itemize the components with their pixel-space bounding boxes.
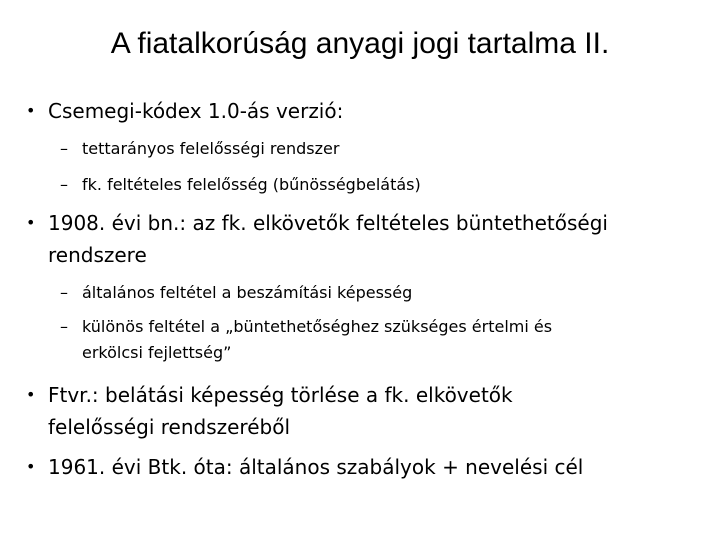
bullet-text-continuation: rendszere [48,243,147,267]
bullet-text: 1908. évi bn.: az fk. elkövetők feltételes büntethetőségi [48,211,608,235]
bullet-marker: • [26,385,36,404]
sub-bullet-text: különös feltétel a „büntethetőséghez szükséges értelmi és [82,317,553,336]
bullet-text: 1961. évi Btk. óta: általános szabályok + nevelési cél [48,455,584,479]
bullet-text-continuation: felelősségi rendszeréből [48,415,291,439]
bullet-marker: • [26,457,36,476]
sub-bullet-text: általános feltétel a beszámítási képesség [82,283,413,302]
sub-bullet-text-continuation: erkölcsi fejlettség” [82,343,232,362]
bullet-marker: • [26,101,36,120]
dash-marker: – [60,317,68,336]
slide-title: A fiatalkorúság anyagi jogi tartalma II. [110,27,610,60]
dash-marker: – [60,283,68,302]
bullet-marker: • [26,213,36,232]
dash-marker: – [60,139,68,158]
sub-bullet-text: tettarányos felelősségi rendszer [82,139,340,158]
bullet-text: Csemegi-kódex 1.0-ás verzió: [48,99,344,123]
sub-bullet-text: fk. feltételes felelősség (bűnösségbelátás) [82,175,421,194]
dash-marker: – [60,175,68,194]
bullet-text: Ftvr.: belátási képesség törlése a fk. elkövetők [48,383,513,407]
